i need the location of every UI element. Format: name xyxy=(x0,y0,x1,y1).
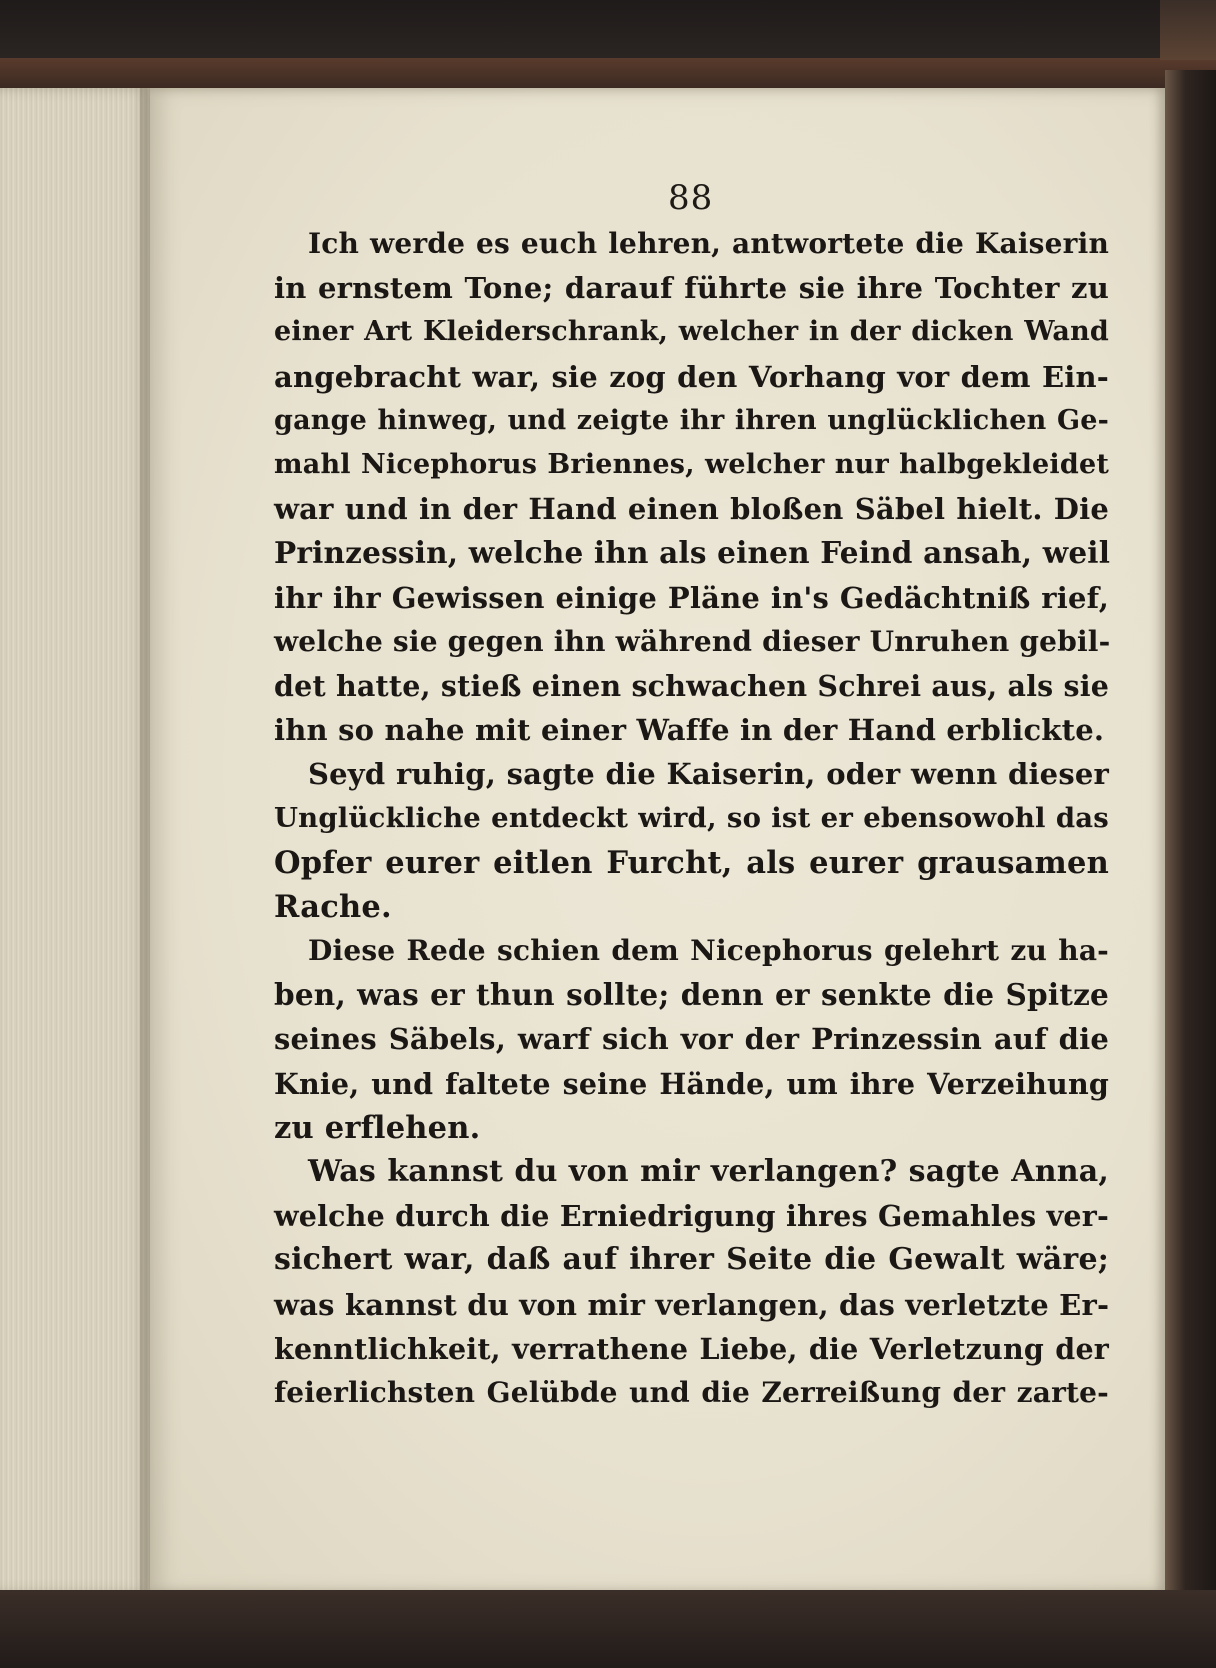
text-line: Diese Rede schien dem Nicephorus gelehrt zu ha- xyxy=(308,934,1109,967)
text-line: welche sie gegen ihn während dieser Unruhen gebil- xyxy=(274,624,1111,658)
text-line: einer Art Kleiderschrank, welcher in der dicken Wand xyxy=(274,316,1109,348)
text-line: in ernstem Tone; darauf führte sie ihre Tochter zu xyxy=(274,271,1109,306)
text-line: det hatte, stieß einen schwachen Schrei aus, als sie xyxy=(274,668,1110,703)
text-block xyxy=(274,222,1109,1415)
text-line: Seyd ruhig, sagte die Kaiserin, oder wenn dieser xyxy=(308,757,1109,792)
text-line: angebracht war, sie zog den Vorhang vor dem Ein- xyxy=(274,359,1109,394)
text-line: ihn so nahe mit einer Waffe in der Hand erblickte. xyxy=(274,713,1105,748)
text-line: feierlichsten Gelübde und die Zerreißung der zarte- xyxy=(274,1375,1109,1409)
text-line: war und in der Hand einen bloßen Säbel hielt. Die xyxy=(274,492,1109,527)
text-line: Opfer eurer eitlen Furcht, als eurer grausamen xyxy=(274,844,1109,881)
text-line: Knie, und faltete seine Hände, um ihre Verzeihung xyxy=(274,1066,1109,1101)
book-cover-right xyxy=(1165,70,1216,1600)
text-line: sichert war, daß auf ihrer Seite die Gewalt wäre; xyxy=(274,1242,1109,1278)
text-line: Prinzessin, welche ihn als einen Feind ansah, weil xyxy=(274,535,1111,571)
page-number: 88 xyxy=(668,178,714,218)
text-line: seines Säbels, warf sich vor der Prinzessin auf die xyxy=(274,1022,1109,1057)
text-line: welche durch die Erniedrigung ihres Gemahles ver- xyxy=(274,1199,1109,1234)
text-line: gange hinweg, und zeigte ihr ihren unglücklichen Ge- xyxy=(274,404,1109,436)
text-line: ihr ihr Gewissen einige Pläne in's Gedächtniß rief, xyxy=(274,580,1109,615)
text-line: Was kannst du von mir verlangen? sagte Anna, xyxy=(308,1153,1109,1189)
text-line: was kannst du von mir verlangen, das verletzte Er- xyxy=(274,1287,1110,1322)
text-line: mahl Nicephorus Briennes, welcher nur halbgekleidet xyxy=(274,448,1109,480)
text-line: ben, was er thun sollte; denn er senkte die Spitze xyxy=(274,977,1109,1013)
text-line: kenntlichkeit, verrathene Liebe, die Verletzung der xyxy=(274,1331,1109,1366)
text-line: zu erflehen. xyxy=(274,1109,481,1146)
text-line: Unglückliche entdeckt wird, so ist er ebensowohl das xyxy=(274,802,1109,835)
book-board-edge xyxy=(0,58,1216,88)
text-line: Rache. xyxy=(274,888,392,925)
backdrop-bottom xyxy=(0,1590,1216,1668)
page-stack-edges xyxy=(0,88,150,1593)
text-line: Ich werde es euch lehren, antwortete die Kaiserin xyxy=(308,227,1109,260)
book-cover-corner xyxy=(1160,0,1216,60)
